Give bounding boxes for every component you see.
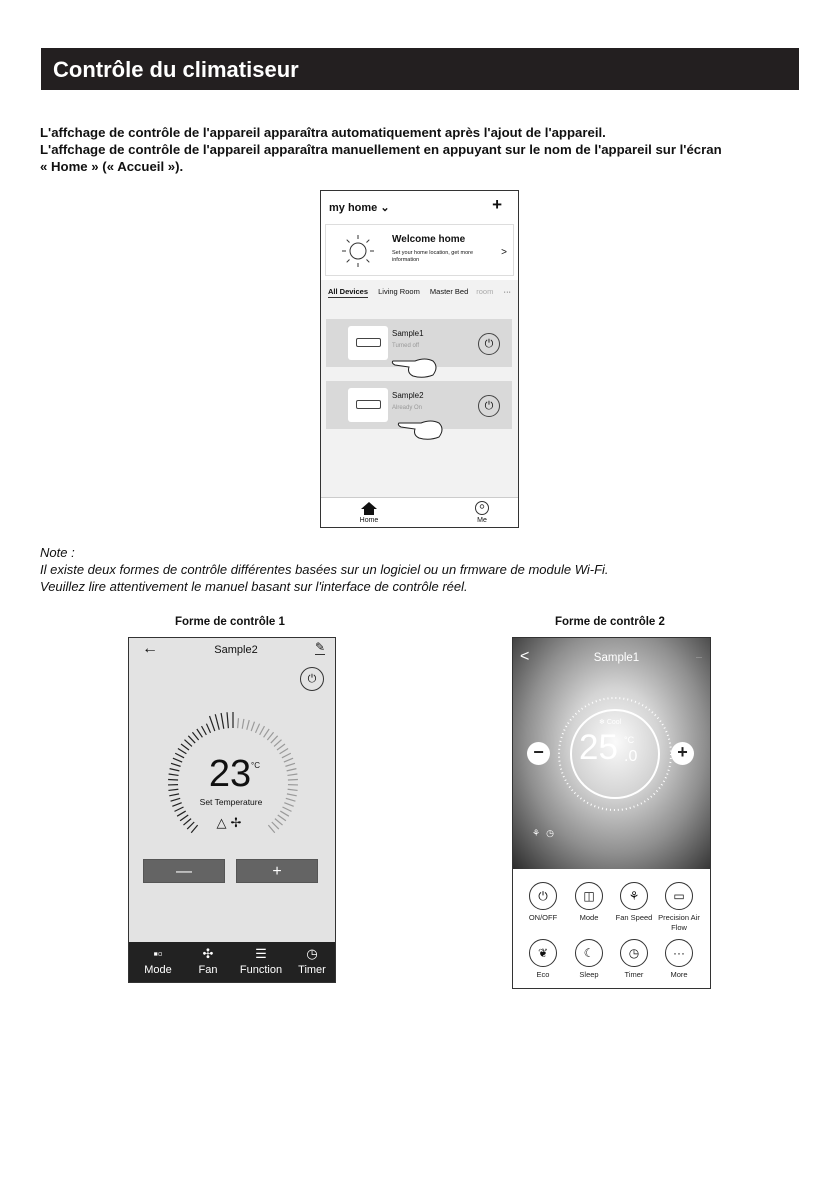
mode-indicator [599, 718, 621, 726]
dial-tick [206, 724, 210, 733]
timer-button[interactable] [609, 939, 659, 980]
room-tabs [328, 287, 519, 298]
dial-tick [274, 740, 281, 747]
status-icons [532, 828, 560, 839]
power-icon: ⏻ [529, 882, 557, 910]
note-block [40, 544, 609, 595]
mode-label: Mode [579, 913, 599, 922]
temperature-unit: °C [251, 761, 260, 770]
note-line-2: Veuillez lire attentivement le manuel basant sur l'interface de contrôle réel. [40, 579, 468, 594]
ac-unit-icon [356, 338, 381, 347]
tab-master-bedroom[interactable] [430, 287, 501, 296]
intro-line-3: « Home » (« Accueil »). [40, 159, 184, 174]
note-label: Note : [40, 545, 75, 560]
nav-timer-label: Timer [298, 964, 326, 976]
nav-timer[interactable] [284, 946, 336, 976]
dial-tick [277, 744, 285, 750]
sun-icon [340, 233, 376, 269]
nav-home-label: Home [359, 517, 379, 524]
dial-tick [202, 726, 207, 735]
nav-fan-label: Fan [198, 964, 218, 976]
bottom-nav [321, 497, 518, 527]
nav-me[interactable] [462, 501, 502, 524]
mode-icon: ◫ [575, 882, 603, 910]
decrease-button[interactable]: − [527, 742, 550, 765]
temperature-value: 25 [579, 728, 618, 767]
intro-line-1: L'affchage de contrôle de l'appareil apparaîtra automatiquement après l'ajout de l'appareil. [40, 125, 606, 140]
nav-function[interactable] [233, 946, 289, 976]
dial-tick [255, 724, 259, 733]
precision-airflow-label: Precision Air Flow [658, 913, 700, 932]
nav-me-label: Me [477, 517, 487, 524]
welcome-title: Welcome home [392, 234, 466, 245]
sleep-label: Sleep [579, 970, 599, 979]
back-arrow-icon[interactable]: ← [142, 640, 158, 657]
dial-tick [221, 713, 224, 729]
dial-tick [184, 740, 191, 747]
temperature-value: 23 [208, 753, 252, 795]
control-form-1-mockup [128, 637, 336, 983]
mode-button[interactable] [564, 882, 614, 923]
set-temperature-label: Set Temperature [199, 797, 263, 807]
menu-icon: ☰ [255, 946, 267, 961]
note-line-1: Il existe deux formes de contrôle différentes basées sur un logiciel ou un frmware de module Wi-Fi. [40, 562, 609, 577]
dial-tick [215, 714, 219, 729]
form2-caption: Forme de contrôle 2 [555, 616, 665, 628]
more-button[interactable] [654, 939, 704, 980]
fan-icon: ✣ [202, 946, 214, 961]
dial-tick [192, 732, 198, 740]
more-tabs-icon[interactable]: ··· [503, 287, 511, 296]
tab-living-room[interactable]: Living Room [378, 287, 420, 296]
more-dots-icon: ··· [665, 939, 693, 967]
fan-icon: ✢ [230, 815, 246, 830]
nav-home[interactable] [349, 501, 389, 524]
page-title: Contrôle du climatiseur [41, 48, 799, 90]
chevron-right-icon: > [501, 247, 507, 258]
device-title: Sample1 [593, 652, 640, 664]
onoff-label: ON/OFF [528, 913, 558, 922]
increase-button[interactable]: + [671, 742, 694, 765]
temperature-decimal: .0 [624, 748, 638, 765]
dial-tick [210, 716, 215, 731]
ac-unit-image [348, 388, 388, 422]
more-label: More [670, 970, 688, 979]
fan-icon: ⚘ [532, 828, 547, 838]
moon-icon: ☾ [575, 939, 603, 967]
decrease-button[interactable]: — [143, 859, 225, 883]
tap-hand-icon [391, 351, 441, 381]
dial-tick [267, 732, 273, 740]
dial-tick [282, 807, 291, 811]
tab-master-bedroom-faded: room [476, 287, 494, 296]
timer-label: Timer [624, 970, 644, 979]
back-chevron-icon[interactable]: < [520, 648, 530, 665]
nav-fan[interactable] [180, 946, 236, 976]
welcome-subtitle: Set your home location, get more information [392, 250, 474, 263]
nav-mode[interactable] [130, 946, 186, 976]
chevron-down-icon: ⌄ [380, 202, 390, 214]
device-name: Sample1 [392, 329, 424, 338]
nav-function-label: Function [239, 964, 283, 976]
edit-icon[interactable]: ✎ [314, 640, 325, 654]
dial-tick [242, 719, 244, 729]
status-icons [129, 815, 336, 831]
ac-unit-icon [356, 400, 381, 409]
intro-line-2: L'affchage de contrôle de l'appareil apparaîtra manuellement en appuyant sur le nom de l'appareil sur l'écran [40, 142, 722, 157]
timer-icon: ◷ [546, 828, 560, 838]
precision-airflow-button[interactable] [654, 882, 704, 933]
intro-text [40, 124, 800, 175]
tab-master-bedroom-text: Master Bed [429, 287, 469, 296]
device-status: Turned off [392, 343, 420, 349]
snowflake-icon: ❄ [599, 719, 605, 726]
leaf-icon: ❦ [529, 939, 557, 967]
eco-label: Eco [536, 970, 550, 979]
mode-label: Cool [606, 719, 622, 726]
device-name: Sample2 [392, 391, 424, 400]
dial-tick [251, 722, 254, 731]
mode-triangle-icon: △ [216, 815, 231, 830]
home-title: my home [329, 202, 378, 214]
temperature-unit: °C [624, 735, 635, 745]
ac-unit-image [348, 326, 388, 360]
dial-tick [181, 744, 189, 750]
dial-tick [271, 736, 278, 743]
dial-tick [175, 807, 184, 811]
device-title: Sample2 [214, 644, 258, 656]
home-icon [360, 501, 378, 515]
temperature-panel [513, 638, 710, 869]
dial-tick [247, 720, 250, 730]
home-selector[interactable] [329, 201, 390, 214]
dial-tick [188, 736, 195, 743]
power-button[interactable]: ⏻ [478, 395, 500, 417]
onoff-button[interactable] [518, 882, 568, 923]
power-button[interactable]: ⏻ [478, 333, 500, 355]
fan-speed-button[interactable] [609, 882, 659, 923]
clock-icon: ◷ [306, 946, 318, 961]
dial-tick [197, 729, 203, 737]
increase-button[interactable]: + [236, 859, 318, 883]
tap-hand-icon [397, 413, 447, 443]
bottom-toolbar [129, 942, 335, 982]
dial-tick [264, 729, 270, 737]
power-button[interactable]: ⏻ [300, 667, 324, 691]
home-screen-mockup [320, 190, 519, 528]
add-device-button[interactable]: + [492, 195, 502, 214]
control-form-2-mockup [512, 637, 711, 989]
device-status: Already On [392, 405, 423, 411]
tab-all-devices[interactable]: All Devices [328, 287, 369, 296]
sleep-button[interactable] [564, 939, 614, 980]
dial-tick [238, 718, 239, 728]
profile-icon [474, 501, 490, 515]
welcome-banner[interactable] [325, 224, 514, 276]
nav-mode-label: Mode [144, 964, 172, 976]
fan-icon: ⚘ [620, 882, 648, 910]
timer-icon: ◷ [620, 939, 648, 967]
fan-speed-label: Fan Speed [615, 913, 653, 922]
form1-caption: Forme de contrôle 1 [175, 616, 285, 628]
mode-icon: ▪▫ [153, 946, 163, 961]
eco-button[interactable] [518, 939, 568, 980]
more-menu-icon[interactable]: ··· [696, 655, 702, 661]
airflow-icon: ▭ [665, 882, 693, 910]
dial-tick [227, 712, 228, 728]
dial-tick [260, 726, 265, 735]
